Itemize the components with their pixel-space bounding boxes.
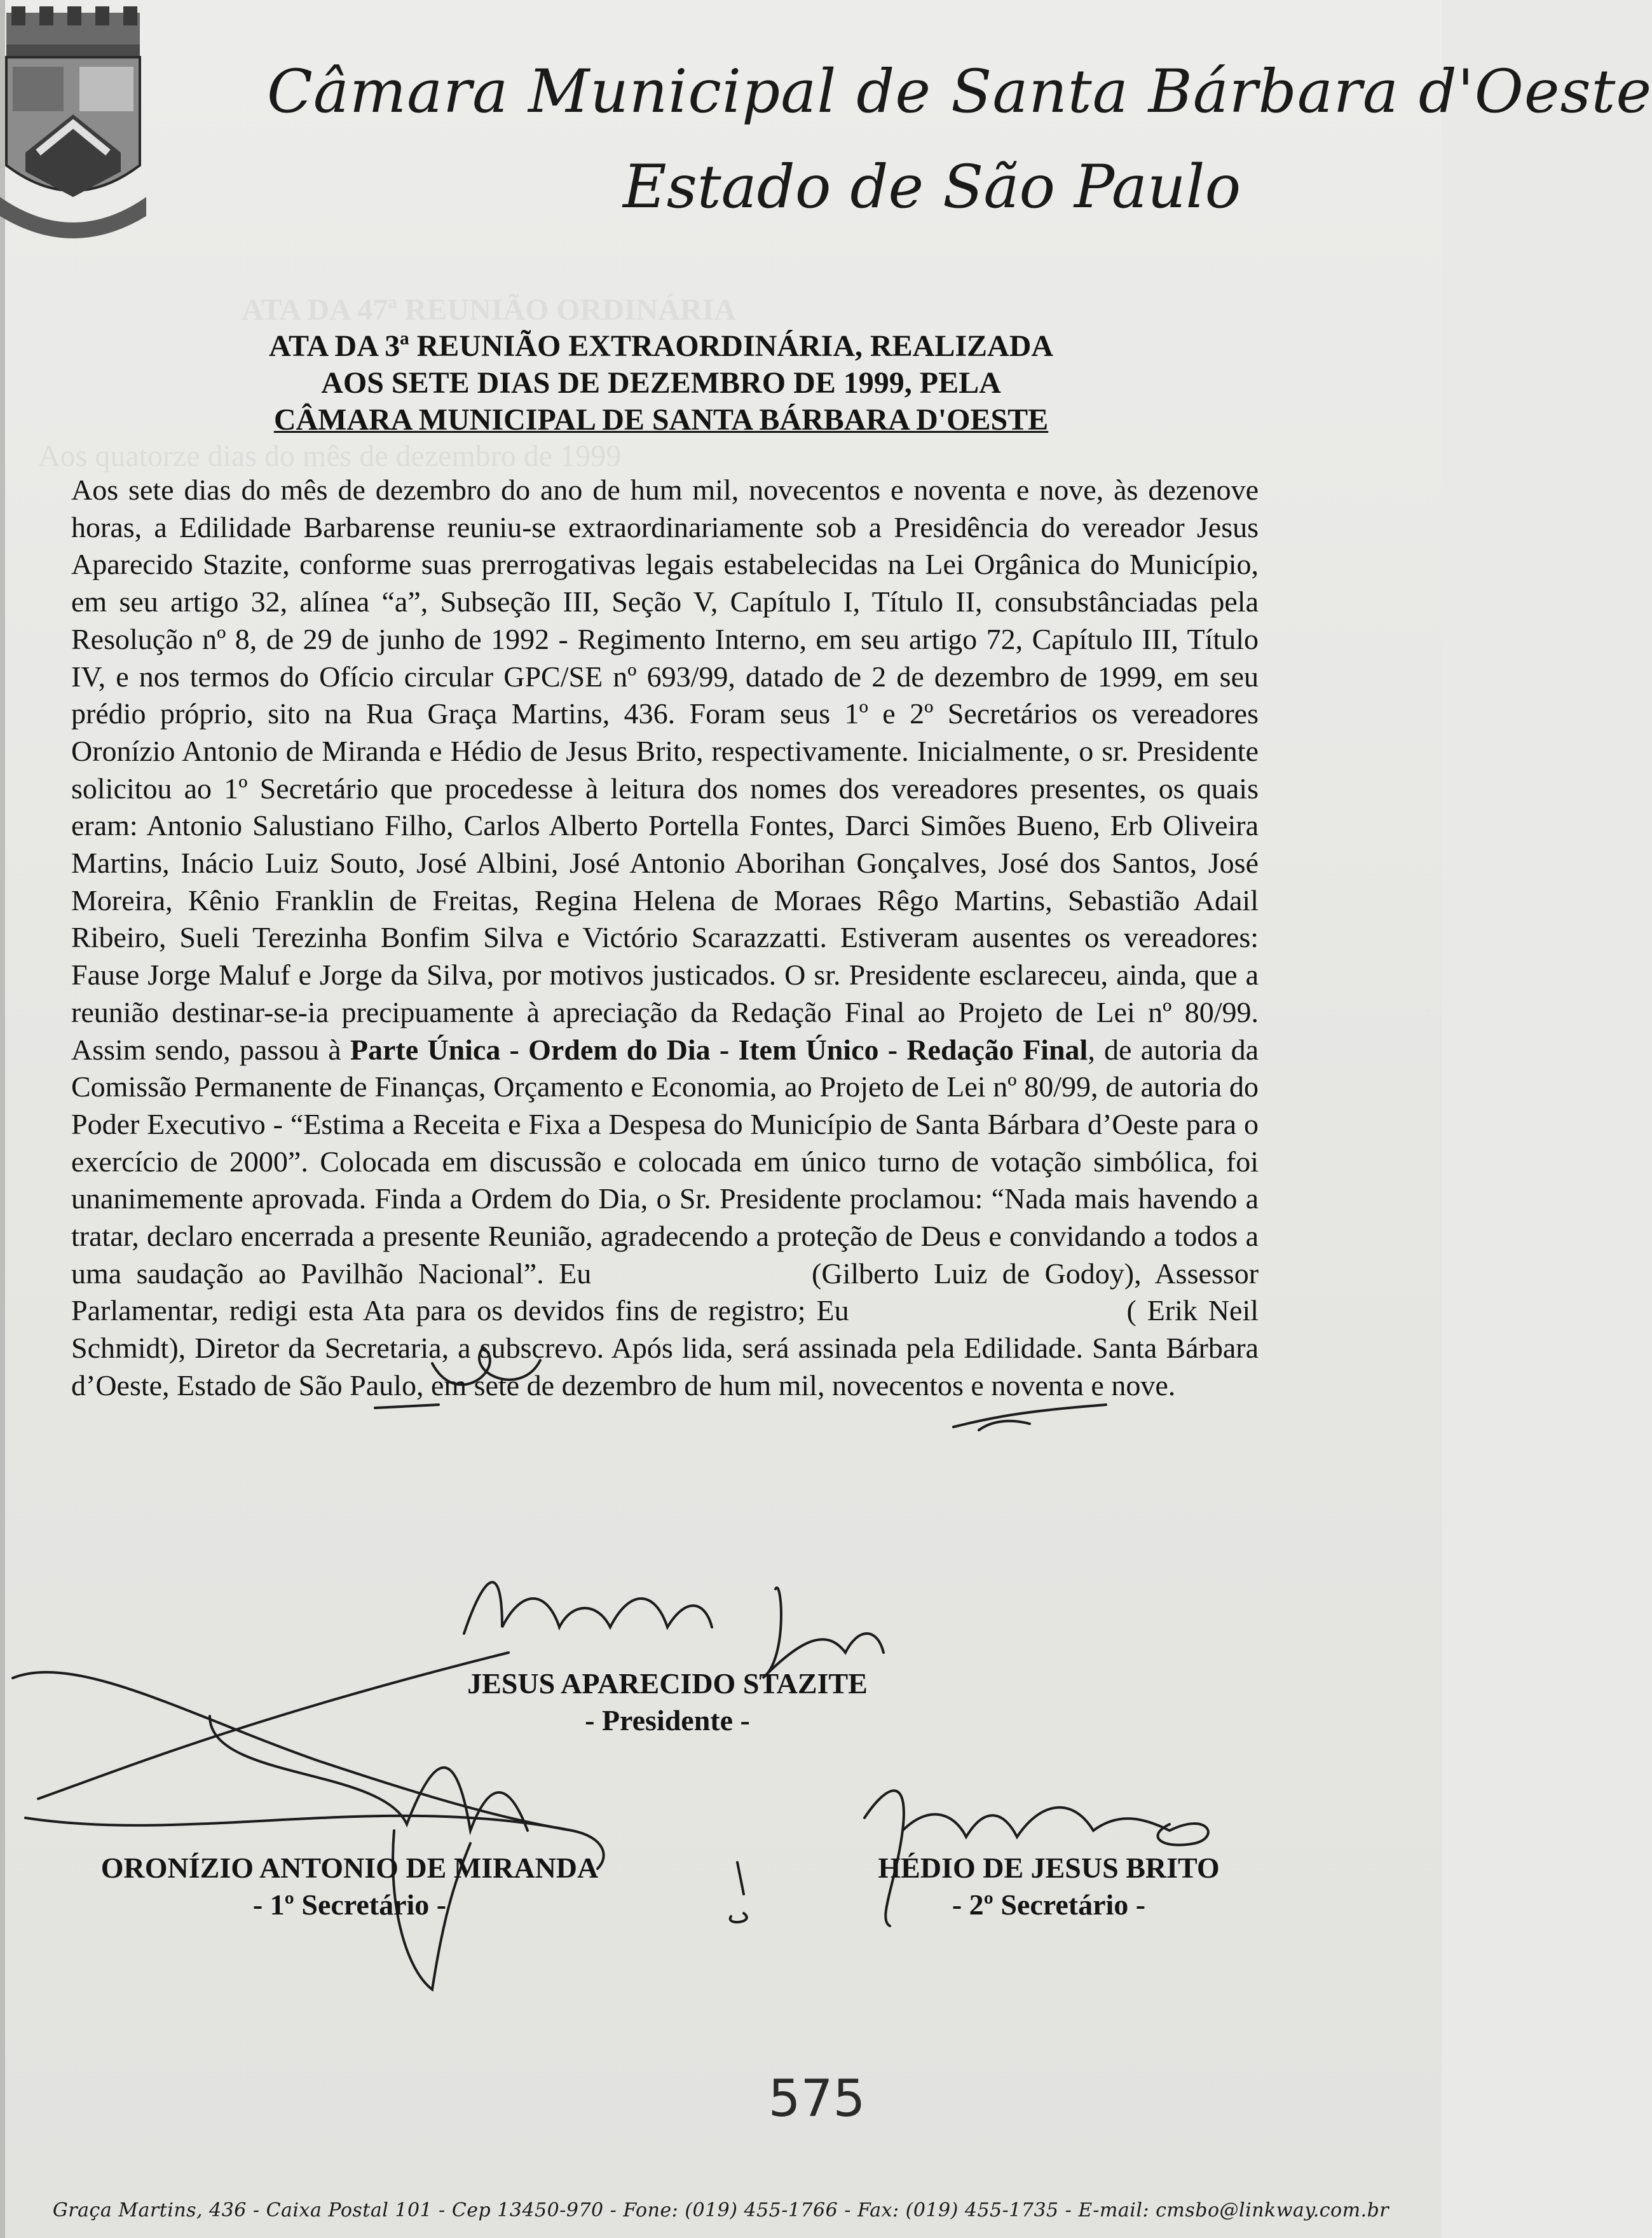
president-role: - Presidente - xyxy=(585,1704,750,1736)
minutes-body xyxy=(71,472,1259,1405)
president-name: JESUS APARECIDO STAZITE xyxy=(467,1667,868,1700)
agenda-item-heading: Parte Única - Ordem do Dia - Item Único - Redação Final xyxy=(350,1033,1088,1066)
second-secretary-name: HÉDIO DE JESUS BRITO xyxy=(878,1852,1220,1884)
institution-name: Câmara Municipal de Santa Bárbara d'Oeste xyxy=(267,57,1652,126)
body-paragraph-3: (Gilberto Luiz de Godoy), Assessor Parlamentar, redigi esta Ata para os devidos fins de registro; Eu xyxy=(71,1257,1259,1327)
president-signature-block xyxy=(381,1665,953,1739)
first-secretary-signature-block xyxy=(38,1850,661,1923)
footer-address: Graça Martins, 436 - Caixa Postal 101 - Cep 13450-970 - Fone: (019) 455-1766 - Fax: (019) 455-1735 - E-mail: cmsbo@linkway.com.br xyxy=(52,2199,1389,2221)
document-title xyxy=(235,328,1087,439)
first-secretary-name: ORONÍZIO ANTONIO DE MIRANDA xyxy=(100,1852,599,1884)
body-paragraph-1: Aos sete dias do mês de dezembro do ano de hum mil, novecentos e noventa e nove, às dezenove horas, a Edilidade Barbarense reuniu-se extraordinariamente sob a Presidência do vereador Jesus Aparecido Stazite, conforme suas prerrogativas legais estabelecidas na Lei Orgânica do Município, em seu artigo 32, alínea “a”, Subseção III, Seção V, Capítulo I, Título II, consubstânciadas pela Resolução nº 8, de 29 de junho de 1992 - Regimento Interno, em seu artigo 72, Capítulo III, Título IV, e nos termos do Ofício circular GPC/SE nº 693/99, datado de 2 de dezembro de 1999, em seu prédio próprio, sito na Rua Graça Martins, 436. Foram seus 1º e 2º Secretários os vereadores Oronízio Antonio de Miranda e Hédio de Jesus Brito, respectivamente. Inicialmente, o sr. Presidente solicitou ao 1º Secretário que procedesse à leitura dos nomes dos vereadores presentes, os quais eram: Antonio Salustiano Filho, Carlos Alberto Portella Fontes, Darci Simões Bueno, Erb Oliveira Martins, Inácio Luiz Souto, José Albini, José Antonio Aborihan Gonçalves, José dos Santos, José Moreira, Kênio Franklin de Freitas, Regina Helena de Moraes Rêgo Martins, Sebastião Adail Ribeiro, Sueli Terezinha Bonfim Silva e Victório Scarazzatti. Estiveram ausentes os vereadores: Fause Jorge Maluf e Jorge da Silva, por motivos justicados. O sr. Presidente esclareceu, ainda, que a reunião destinar-se-ia precipuamente à apreciação da Redação Final ao Projeto de Lei nº 80/99. Assim sendo, passou à xyxy=(71,474,1259,1066)
bleed-through-text: Aos quatorze dias do mês de dezembro de 1999 xyxy=(38,439,622,473)
bleed-through-text: ATA DA 47ª REUNIÃO ORDINÁRIA xyxy=(242,293,737,327)
second-secretary-role: - 2º Secretário - xyxy=(952,1888,1146,1921)
coat-of-arms-icon xyxy=(0,6,150,261)
first-secretary-role: - 1º Secretário - xyxy=(252,1888,447,1921)
body-paragraph-4: ( Erik Neil Schmidt), Diretor da Secretaria, a subscrevo. Após lida, será assinada pela Edilidade. Santa Bárbara d’Oeste, Estado de São Paulo, em sete de dezembro de hum mil, novecentos e noventa e nove. xyxy=(71,1294,1259,1402)
title-line-1: ATA DA 3ª REUNIÃO EXTRAORDINÁRIA, REALIZADA xyxy=(268,329,1054,363)
page-edge xyxy=(0,0,5,2238)
page-number: 575 xyxy=(768,2069,866,2128)
title-line-2: AOS SETE DIAS DE DEZEMBRO DE 1999, PELA xyxy=(321,366,1001,400)
state-name: Estado de São Paulo xyxy=(623,153,1241,222)
second-secretary-signature-block xyxy=(820,1850,1278,1923)
body-paragraph-2: , de autoria da Comissão Permanente de Finanças, Orçamento e Economia, ao Projeto de Lei nº 80/99, de autoria do Poder Executivo - “Estima a Receita e Fixa a Despesa do Município de Santa Bárbara d’Oeste para o exercício de 2000”. Colocada em discussão e colocada em único turno de votação simbólica, foi unanimemente aprovada. Finda a Ordem do Dia, o Sr. Presidente proclamou: “Nada mais havendo a tratar, declaro encerrada a presente Reunião, agradecendo a proteção de Deus e convidando a todos a uma saudação ao Pavilhão Nacional”. Eu xyxy=(71,1033,1259,1290)
title-line-3: CÂMARA MUNICIPAL DE SANTA BÁRBARA D'OESTE xyxy=(273,403,1049,437)
